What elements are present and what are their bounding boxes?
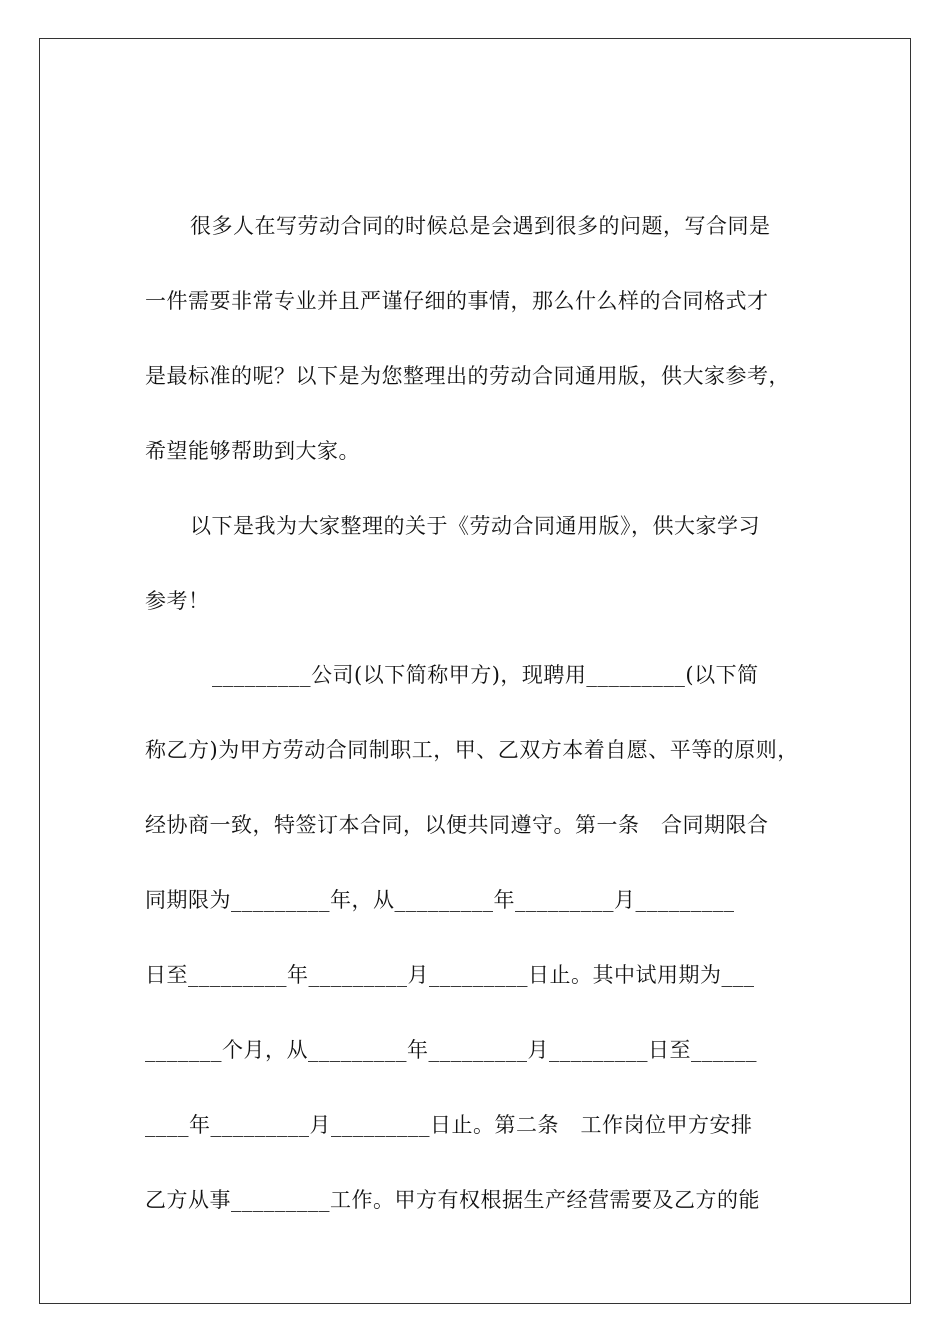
- paragraph-line: 很多人在写劳动合同的时候总是会遇到很多的问题，写合同是: [190, 214, 771, 238]
- paragraph-line: 乙方从事_________工作。甲方有权根据生产经营需要及乙方的能: [145, 1188, 760, 1212]
- paragraph-line: _________公司(以下简称甲方)，现聘用_________(以下简: [212, 663, 759, 687]
- paragraph-line: 日至_________年_________月_________日止。其中试用期为___: [145, 963, 755, 987]
- paragraph-line: 一件需要非常专业并且严谨仔细的事情，那么什么样的合同格式才: [145, 289, 769, 313]
- paragraph-line: 希望能够帮助到大家。: [145, 439, 360, 463]
- paragraph-line: 称乙方)为甲方劳动合同制职工，甲、乙双方本着自愿、平等的原则，: [145, 738, 799, 762]
- paragraph-line: 以下是我为大家整理的关于《劳动合同通用版》，供大家学习: [190, 514, 760, 538]
- paragraph-line: _______个月，从_________年_________月_________日至______: [145, 1038, 757, 1062]
- paragraph-line: 同期限为_________年，从_________年_________月_________: [145, 888, 735, 912]
- paragraph-line: 经协商一致，特签订本合同，以便共同遵守。第一条 合同期限合: [145, 813, 769, 837]
- paragraph-line: 参考！: [145, 589, 210, 613]
- paragraph-line: ____年_________月_________日止。第二条 工作岗位甲方安排: [145, 1113, 753, 1137]
- paragraph-line: 是最标准的呢？以下是为您整理出的劳动合同通用版，供大家参考，: [145, 364, 790, 388]
